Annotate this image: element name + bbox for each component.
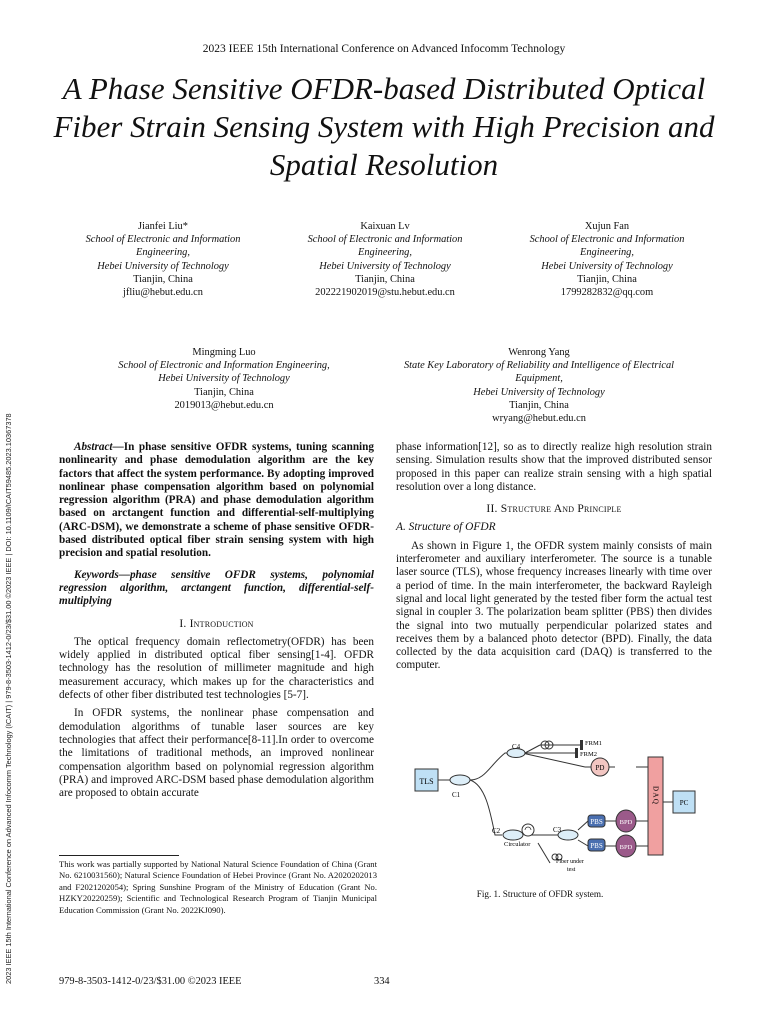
- frm1-mirror: [580, 740, 583, 750]
- body-paragraph: As shown in Figure 1, the OFDR system mainly consists of main interferometer and auxiliary interferometer. The source is a tunable laser source (TLS), whose frequency increases linearly with time over a period of time. In the main interferometer, the backward Rayleigh signal and local light generated by the tested fiber form the actual test signal in coupler 3. The polarization beam splitter (PBS) then divides the signal into two mutually perpendicular polarized states and receives them by a balanced photo detector (BPD). Finally, the data collected by the data acquisition card (DAQ) is transferred to the computer.: [396, 539, 712, 672]
- author-affiliation: Engineering,: [580, 247, 634, 259]
- author-city: Tianjin, China: [577, 273, 637, 285]
- footnote-rule: [59, 855, 179, 856]
- fiber-under-test-label-2: test: [567, 867, 576, 873]
- author-city: Tianjin, China: [509, 399, 569, 411]
- author-affiliation: Engineering,: [358, 247, 412, 259]
- ofdr-structure-figure: [410, 735, 710, 877]
- section-heading: [59, 617, 374, 630]
- fiber-under-test-label: Fiber under: [556, 859, 584, 865]
- side-metadata-strip: 2023 IEEE 15th International Conference on Advanced Infocomm Technology (ICAIT) | 979-8-3503-1412-0/23/$31.00 ©2023 IEEE | DOI: 10.1109/ICAIT59485.2023.10367378: [4, 413, 13, 984]
- pc-label: PC: [679, 799, 689, 807]
- conference-header: 2023 IEEE 15th International Conference on Advanced Infocomm Technology: [202, 43, 566, 55]
- figure-caption: Fig. 1. Structure of OFDR system.: [476, 889, 604, 899]
- author-city: Tianjin, China: [133, 273, 193, 285]
- circulator-icon: [522, 824, 534, 836]
- right-column: [396, 441, 712, 678]
- author-affiliation: Engineering,: [136, 247, 190, 259]
- author-affiliation: School of Electronic and Information: [85, 234, 241, 246]
- author-affiliation: School of Electronic and Information: [529, 234, 685, 246]
- left-column: [59, 441, 374, 805]
- keywords-text: —phase sensitive OFDR systems, polynomial regression algorithm, arctangent function, differential-self-multiplying: [59, 568, 374, 608]
- author-name: Wenrong Yang: [508, 347, 570, 358]
- author-affiliation: Equipment,: [515, 373, 563, 385]
- keywords-label: Keywords: [74, 568, 119, 581]
- frm2-mirror: [575, 748, 578, 758]
- circulator-label: Circulator: [504, 841, 531, 848]
- coupler-c2: [503, 830, 523, 840]
- author-affiliation: Hebei University of Technology: [97, 260, 229, 272]
- c2-label: C2: [492, 827, 501, 835]
- body-paragraph: In OFDR systems, the nonlinear phase compensation and demodulation algorithms of tunable laser sources are key technologies that affect their performance[8-11].In order to overcome the limitations of traditional methods, an improved nonlinear compensation algorithm based on polynomial regression algorithm (PRA) and improved ARC-DSM based phase demodulation algorithm are proposed to obtain accurate: [59, 707, 374, 800]
- section-title: Structure And Principle: [500, 502, 622, 516]
- author-block: [60, 220, 266, 299]
- coupler-c1: [450, 775, 470, 785]
- bpd-label: BPD: [619, 819, 633, 826]
- subsection-heading: A. Structure of OFDR: [396, 521, 496, 534]
- author-email: wryang@hebut.edu.cn: [492, 413, 586, 425]
- page-number: 334: [374, 976, 390, 987]
- section-numeral: I.: [179, 616, 187, 630]
- keywords-paragraph: [59, 569, 374, 609]
- frm2-label: FRM2: [580, 751, 597, 758]
- author-name: Kaixuan Lv: [360, 221, 410, 232]
- body-paragraph: The optical frequency domain reflectometry(OFDR) has been widely applied in distributed optical fiber sensing[1-4]. OFDR technology has the resolution of millimeter magnitude and high measurement accuracy, which makes up for the characteristics and defects of other fiber distributed test technologies [5-7].: [59, 635, 374, 702]
- author-affiliation: Hebei University of Technology: [319, 260, 451, 272]
- author-city: Tianjin, China: [194, 386, 254, 398]
- author-affiliation: State Key Laboratory of Reliability and Intelligence of Electrical: [403, 360, 675, 372]
- footer-copyright: 979-8-3503-1412-0/23/$31.00 ©2023 IEEE: [59, 976, 242, 987]
- author-email: jfliu@hebut.edu.cn: [123, 287, 203, 299]
- c3-label: C3: [553, 826, 562, 834]
- author-email: 202221902019@stu.hebut.edu.cn: [315, 287, 455, 299]
- c4-label: C4: [512, 743, 521, 751]
- author-affiliation: Hebei University of Technology: [158, 373, 290, 385]
- footnote: This work was partially supported by National Natural Science Foundation of China (Grant No. 6210031560); Natural Science Foundation of Hebei Province (Grant No. A2020202013 and F2021202054); Spring Sunshine Program of the Ministry of Education (Grant No. HZKY20220259); Scientific and Technological Research Program of Tianjin Municipal Education Commission (Grant No. 2022KJ090).: [59, 859, 377, 915]
- author-name: Jianfei Liu*: [138, 221, 188, 232]
- paper-title: A Phase Sensitive OFDR-based Distributed Optical Fiber Strain Sensing System with High Precision and Spatial Resolution: [53, 71, 715, 182]
- bpd-label-2: BPD: [619, 844, 633, 851]
- author-affiliation: Hebei University of Technology: [541, 260, 673, 272]
- author-name: Mingming Luo: [192, 347, 256, 358]
- section-numeral: II.: [486, 502, 498, 516]
- abstract-paragraph: [59, 441, 374, 561]
- author-name: Xujun Fan: [584, 221, 630, 232]
- author-email: 2019013@hebut.edu.cn: [174, 399, 274, 411]
- abstract-label: Abstract: [74, 441, 113, 453]
- c1-label: C1: [452, 791, 461, 799]
- pd-label: PD: [595, 764, 605, 772]
- abstract-text: —In phase sensitive OFDR systems, tuning scanning nonlinearity and phase demodulation algorithm are the key factors that affect the system performance. By adopting improved nonlinear phase compensation algorithm based on polynomial regression algorithm (PRA) and phase demodulation algorithm based on arctangent function and differential-self-multiplying (ARC-DSM), we demonstrate a scheme of phase sensitive OFDR-based distributed optical fiber strain sensing system with high precision and spatial resolution.: [59, 441, 374, 560]
- pbs-label: PBS: [590, 818, 603, 826]
- author-email: 1799282832@qq.com: [560, 287, 654, 299]
- author-affiliation: School of Electronic and Information Engineering,: [118, 360, 330, 372]
- body-paragraph: phase information[12], so as to directly realize high resolution strain sensing. Simulation results show that the improved distributed sensor proposed in this paper can realize strain sensing with a high spatial resolution over a long distance.: [396, 441, 712, 493]
- author-city: Tianjin, China: [355, 273, 415, 285]
- ofdr-diagram: [410, 735, 710, 877]
- author-affiliation: Hebei University of Technology: [473, 386, 605, 398]
- daq-box: [648, 757, 663, 855]
- pbs-label-2: PBS: [590, 842, 603, 850]
- author-affiliation: School of Electronic and Information: [307, 234, 463, 246]
- frm1-label: FRM1: [585, 740, 602, 747]
- daq-label: D A Q: [651, 786, 660, 804]
- author-block: [282, 220, 488, 299]
- author-block: [504, 220, 710, 299]
- author-block: [90, 346, 358, 412]
- tls-label: TLS: [419, 777, 434, 786]
- section-title: Introduction: [189, 616, 254, 630]
- author-block: [396, 346, 682, 425]
- section-heading: [396, 502, 712, 515]
